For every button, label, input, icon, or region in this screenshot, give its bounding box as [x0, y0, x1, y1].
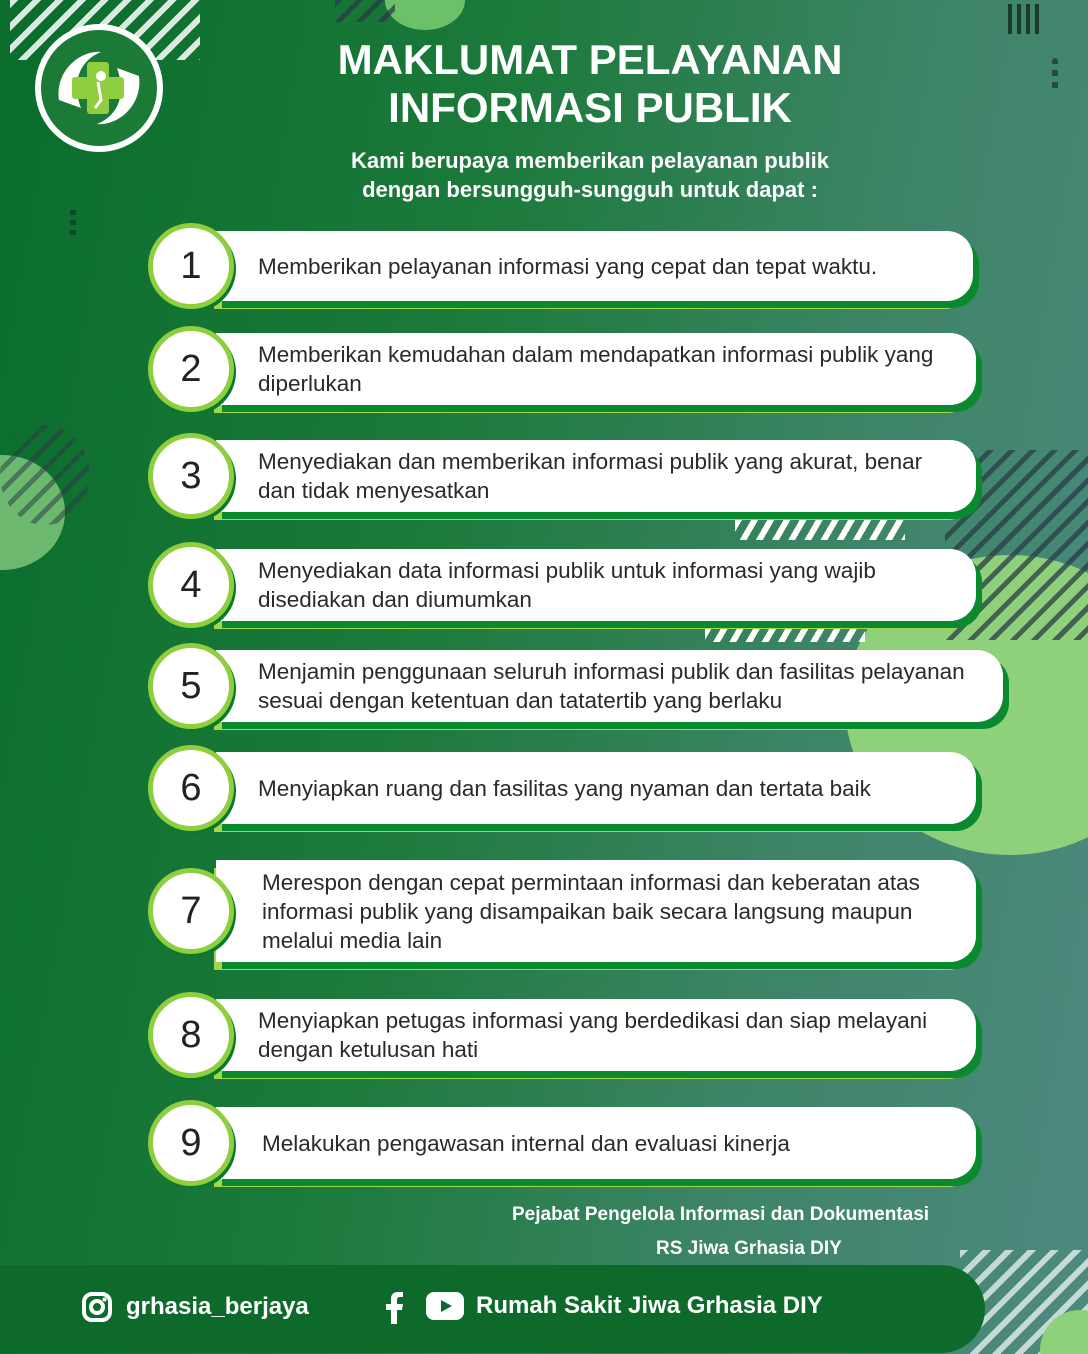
item-text: Menyiapkan ruang dan fasilitas yang nyaman dan tertata baik — [258, 775, 871, 801]
list-item — [148, 744, 976, 832]
item-number-badge: 6 — [148, 745, 234, 831]
decor-hatch-mid-right — [735, 520, 905, 540]
list-item — [148, 642, 1003, 730]
item-text: Menyediakan dan memberikan informasi publik yang akurat, benar dan tidak menyesatkan — [258, 449, 923, 503]
item-number-badge: 8 — [148, 992, 234, 1078]
list-item — [148, 223, 973, 309]
decor-dots-left — [70, 210, 76, 240]
youtube-link[interactable] — [426, 1292, 823, 1320]
item-number-badge: 2 — [148, 326, 234, 412]
channel-name: Rumah Sakit Jiwa Grhasia DIY — [476, 1292, 823, 1319]
item-text: Memberikan kemudahan dalam mendapatkan informasi publik yang diperlukan — [258, 342, 934, 396]
list-item — [148, 325, 976, 413]
list-item — [148, 541, 976, 629]
youtube-icon — [426, 1292, 464, 1320]
subtitle — [240, 146, 940, 204]
decor-dots-right — [1052, 58, 1058, 92]
decor-hatch-mid-right-2 — [705, 628, 865, 642]
decor-lines-top-right — [1008, 4, 1042, 34]
hospital-logo — [35, 24, 163, 152]
title-line-1: MAKLUMAT PELAYANAN — [337, 36, 843, 83]
list-item — [148, 1099, 976, 1187]
signature-org: RS Jiwa Grhasia DIY — [656, 1238, 842, 1259]
instagram-link[interactable] — [82, 1292, 309, 1322]
item-number-badge: 7 — [148, 868, 234, 954]
item-text: Memberikan pelayanan informasi yang cepat dan tepat waktu. — [258, 253, 878, 279]
item-number-badge: 9 — [148, 1100, 234, 1186]
cross-hands-icon — [41, 30, 157, 146]
page-title — [220, 36, 960, 132]
facebook-link[interactable] — [385, 1292, 403, 1324]
item-number-badge: 5 — [148, 643, 234, 729]
item-text: Menyediakan data informasi publik untuk informasi yang wajib disediakan dan diumumkan — [258, 558, 876, 612]
instagram-handle: grhasia_berjaya — [126, 1293, 309, 1320]
title-line-2: INFORMASI PUBLIK — [388, 84, 792, 131]
subtitle-line-1: Kami berupaya memberikan pelayanan publik — [350, 148, 830, 173]
item-number-badge: 3 — [148, 433, 234, 519]
facebook-icon — [385, 1292, 403, 1324]
item-text: Melakukan pengawasan internal dan evaluasi kinerja — [262, 1130, 790, 1156]
instagram-icon — [82, 1292, 112, 1322]
item-text: Merespon dengan cepat permintaan informasi dan keberatan atas informasi publik yang disampaikan baik secara langsung maupun melalui media lain — [262, 869, 920, 953]
item-text: Menyiapkan petugas informasi yang berdedikasi dan siap melayani dengan ketulusan hati — [258, 1008, 928, 1062]
item-number-badge: 4 — [148, 542, 234, 628]
list-item — [148, 991, 976, 1079]
decor-circle-top — [385, 0, 465, 30]
decor-hatch-left — [0, 425, 90, 525]
subtitle-line-2: dengan bersungguh-sungguh untuk dapat : — [362, 177, 818, 202]
list-item — [148, 852, 976, 970]
item-text: Menjamin penggunaan seluruh informasi publik dan fasilitas pelayanan sesuai dengan ketentuan dan tatatertib yang berlaku — [258, 659, 965, 713]
list-item — [148, 432, 976, 520]
item-number-badge: 1 — [148, 223, 234, 309]
signature-title: Pejabat Pengelola Informasi dan Dokumentasi — [512, 1204, 930, 1225]
decor-hatch-top — [335, 0, 395, 22]
